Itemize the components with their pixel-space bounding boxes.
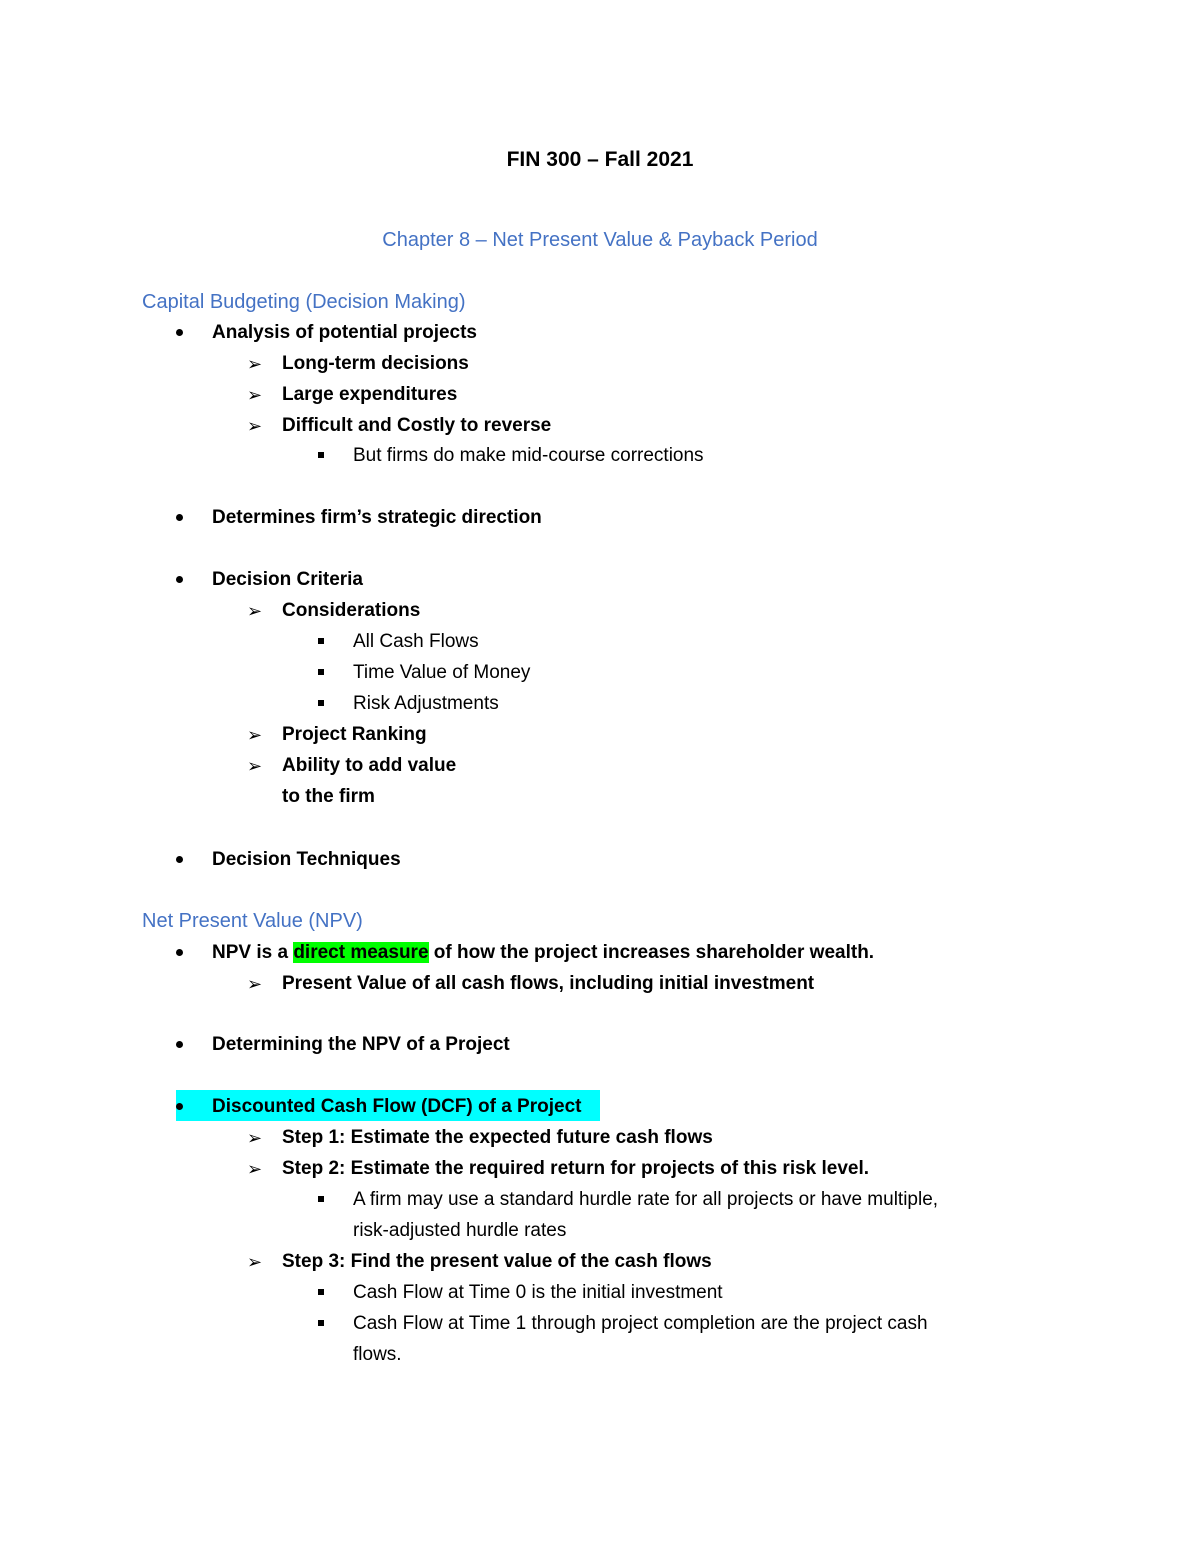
document-title: FIN 300 – Fall 2021 (506, 148, 694, 171)
list-item: Cash Flow at Time 0 is the initial investment (353, 1282, 723, 1303)
list-item-continuation: flows. (353, 1344, 402, 1365)
arrow-bullet-icon: ➢ (247, 974, 263, 994)
square-bullet-icon (318, 452, 324, 458)
arrow-bullet-icon: ➢ (247, 756, 263, 776)
list-item-continuation: to the firm (282, 786, 375, 807)
square-bullet-icon (318, 1320, 324, 1326)
list-item: But firms do make mid-course corrections (353, 445, 704, 466)
list-item: Large expenditures (282, 384, 458, 405)
list-item: A firm may use a standard hurdle rate for all projects or have multiple, (353, 1189, 939, 1210)
arrow-bullet-icon: ➢ (247, 1128, 263, 1148)
text-run: NPV is a (212, 942, 294, 963)
list-item: Ability to add value (282, 755, 457, 776)
list-item: Time Value of Money (353, 662, 531, 683)
list-item: Considerations (282, 600, 421, 621)
bullet-dot-icon (176, 856, 183, 863)
bullet-dot-icon (176, 514, 183, 521)
square-bullet-icon (318, 1289, 324, 1295)
square-bullet-icon (318, 1196, 324, 1202)
list-item: Project Ranking (282, 724, 427, 745)
arrow-bullet-icon: ➢ (247, 385, 263, 405)
arrow-bullet-icon: ➢ (247, 1159, 263, 1179)
list-item (212, 940, 874, 966)
list-item: Discounted Cash Flow (DCF) of a Project (212, 1096, 582, 1117)
list-item: Long-term decisions (282, 353, 469, 374)
bullet-dot-icon (176, 1041, 183, 1048)
arrow-bullet-icon: ➢ (247, 354, 263, 374)
list-item: Cash Flow at Time 1 through project completion are the project cash (353, 1313, 928, 1334)
bullet-dot-icon (176, 949, 183, 956)
bullet-dot-icon (176, 1103, 183, 1110)
list-item: Difficult and Costly to reverse (282, 415, 552, 436)
list-item: All Cash Flows (353, 631, 479, 652)
list-item: Step 3: Find the present value of the cash flows (282, 1251, 712, 1272)
square-bullet-icon (318, 638, 324, 644)
list-item: Analysis of potential projects (212, 322, 477, 343)
bullet-dot-icon (176, 329, 183, 336)
section-heading-capital-budgeting: Capital Budgeting (Decision Making) (142, 291, 466, 313)
square-bullet-icon (318, 669, 324, 675)
list-item: Step 1: Estimate the expected future cash flows (282, 1127, 713, 1148)
highlighted-text: direct measure (293, 942, 429, 963)
bullet-dot-icon (176, 576, 183, 583)
arrow-bullet-icon: ➢ (247, 1252, 263, 1272)
section-heading-npv: Net Present Value (NPV) (142, 910, 363, 932)
list-item: Determining the NPV of a Project (212, 1034, 510, 1055)
list-item: Risk Adjustments (353, 693, 499, 714)
list-item: Step 2: Estimate the required return for projects of this risk level. (282, 1158, 870, 1179)
arrow-bullet-icon: ➢ (247, 725, 263, 745)
list-item: Decision Criteria (212, 569, 363, 590)
list-item-continuation: risk-adjusted hurdle rates (353, 1220, 567, 1241)
list-item: Present Value of all cash flows, including initial investment (282, 973, 815, 994)
list-item: Determines firm’s strategic direction (212, 507, 542, 528)
list-item: Decision Techniques (212, 849, 401, 870)
chapter-heading: Chapter 8 – Net Present Value & Payback Period (382, 229, 818, 251)
arrow-bullet-icon: ➢ (247, 601, 263, 621)
square-bullet-icon (318, 700, 324, 706)
text-run: of how the project increases shareholder wealth. (428, 942, 875, 963)
arrow-bullet-icon: ➢ (247, 416, 263, 436)
